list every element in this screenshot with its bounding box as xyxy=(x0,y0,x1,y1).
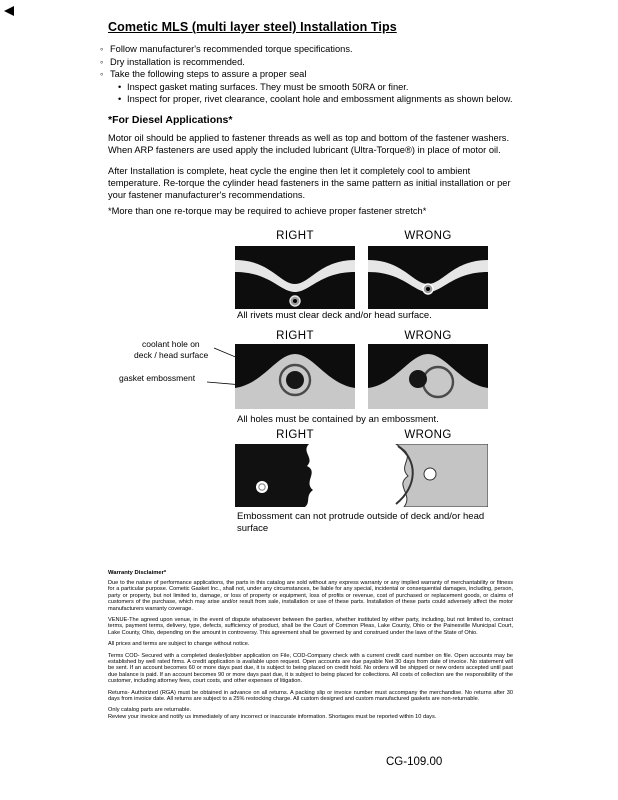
embossment-contain-right-diagram xyxy=(235,344,355,409)
corner-crop-mark xyxy=(4,6,14,16)
warranty-paragraph: All prices and terms are subject to change without notice. xyxy=(108,641,250,648)
warranty-section xyxy=(108,570,513,720)
tip-text: Follow manufacturer's recommended torque specifications. xyxy=(110,44,353,54)
wrong-label-row2: WRONG xyxy=(404,330,452,342)
embossment-contain-wrong-diagram xyxy=(368,344,488,409)
right-label-row3: RIGHT xyxy=(276,429,314,441)
wrong-label-row1: WRONG xyxy=(404,230,452,242)
tips-list xyxy=(100,43,513,106)
annotation-gasket-embossment: gasket embossment xyxy=(119,373,196,383)
warranty-paragraph: Review your invoice and notify us immediately of any incorrect or inaccurate information. Shortages must be reported within 10 days. xyxy=(108,713,437,720)
bullet-marker: ◦ xyxy=(100,69,104,80)
list-item xyxy=(100,81,513,94)
list-item xyxy=(100,93,513,106)
wrong-label-row3: WRONG xyxy=(404,429,452,441)
list-item xyxy=(100,43,513,56)
warranty-paragraph: Returns- Authorized (RGA) must be obtained in advance on all returns. A packing slip or invoice number must accompany the merchandise. No returns after 30 days from invoice date. All returns are subject to a 25% restocking charge. All custom designed and custom manufactured gaskets are non-returnable. xyxy=(108,689,513,702)
tip-text: Inspect gasket mating surfaces. They must be smooth 50RA or finer. xyxy=(127,81,409,92)
tip-text: Dry installation is recommended. xyxy=(110,56,245,67)
retorque-note: *More than one re-torque may be required to achieve proper fastener stretch* xyxy=(108,206,427,216)
caption-rivets: All rivets must clear deck and/or head surface. xyxy=(237,310,432,321)
warranty-heading: Warranty Disclaimer* xyxy=(108,570,167,576)
tip-text: Take the following steps to assure a proper seal xyxy=(110,69,307,80)
rivet-clear-right-diagram xyxy=(235,246,355,309)
sub-bullet-marker: • xyxy=(118,81,122,92)
right-label-row1: RIGHT xyxy=(276,230,314,242)
list-item xyxy=(100,68,513,81)
page-code: CG-109.00 xyxy=(386,756,443,768)
diesel-paragraph-1: Motor oil should be applied to fastener threads as well as top and bottom of the fastener washers. When ARP fasteners are used apply the included lubricant (Ultra-Torque®) in place of motor oil. xyxy=(108,133,510,155)
rivet-clear-wrong-diagram xyxy=(368,246,488,309)
warranty-paragraph: VENUE-The agreed upon venue, in the event of dispute whatsoever between the parties, whether instituted by either party, including, but not limited to, contract terms, payment terms, delivery, type, defects, sufficiency of product, shall be the Court of Common Pleas, Lake County, Ohio or the Painesville Municipal Court, Lake County, Ohio, depending on the amount in controversy. This agreement shall be governed by and construed under the laws of the State of Ohio. xyxy=(108,616,513,636)
annotation-coolant-hole-line2: deck / head surface xyxy=(134,350,209,360)
page-title: Cometic MLS (multi layer steel) Installation Tips xyxy=(108,20,397,34)
caption-protrude: Embossment can not protrude outside of deck and/or head surface xyxy=(237,511,485,534)
sub-bullet-marker: • xyxy=(118,94,122,105)
warranty-paragraph: Only catalog parts are returnable. xyxy=(108,707,192,714)
tip-text: Inspect for proper, rivet clearance, coolant hole and embossment alignments as shown below. xyxy=(127,94,513,105)
warranty-paragraph: Due to the nature of performance applications, the parts in this catalog are sold without any express warranty or any implied warranty of merchantability or fitness for a particular purpose. Cometic Gasket Inc., shall not, under any circumstances, be liable for any special, incidental or consequential damages, including, person, party or property, but not limited to, damage, or loss of property or equipment, loss of profits or revenue, cost of purchased or replacement goods, or claims of customers of the purchase, which may arise and/or result from sale, installation or use of these parts. Installation of these parts could adversely affect the motor manufacturers warranty coverage. xyxy=(108,579,513,612)
right-label-row2: RIGHT xyxy=(276,330,314,342)
bullet-marker: ◦ xyxy=(100,56,104,67)
embossment-protrude-right-diagram xyxy=(235,444,355,507)
caption-holes: All holes must be contained by an embossment. xyxy=(237,414,439,425)
diesel-applications-heading: *For Diesel Applications* xyxy=(108,114,233,126)
warranty-paragraph: Terms COD- Secured with a completed dealer/jobber application on File, COD-Company check with a current credit card number on file. Open accounts may be established by well rated firms. A credit application is available upon request. Open accounts are due payable Net 30 days from date of invoice. No statement will be sent. If an account becomes 60 or more days past due, it is subject to being placed on credit hold. No orders will be shipped or new orders accepted until past due balance is paid. If an account becomes 90 or more days past due, it is subject to being placed for collections. All costs of collection are the responsibility of the customer, including attorney fees, court costs, and other expenses of litigation. xyxy=(108,652,513,685)
list-item xyxy=(100,56,513,69)
diesel-paragraph-2: After Installation is complete, heat cycle the engine then let it completely cool to ambient temperature. Re-torque the cylinder head fasteners in the same pattern as initial installation or per your fastener manufacturer's recommendations. xyxy=(108,166,511,200)
annotation-coolant-hole-line1: coolant hole on xyxy=(142,339,200,349)
embossment-protrude-wrong-diagram xyxy=(368,444,488,507)
bullet-marker: ◦ xyxy=(100,44,104,54)
